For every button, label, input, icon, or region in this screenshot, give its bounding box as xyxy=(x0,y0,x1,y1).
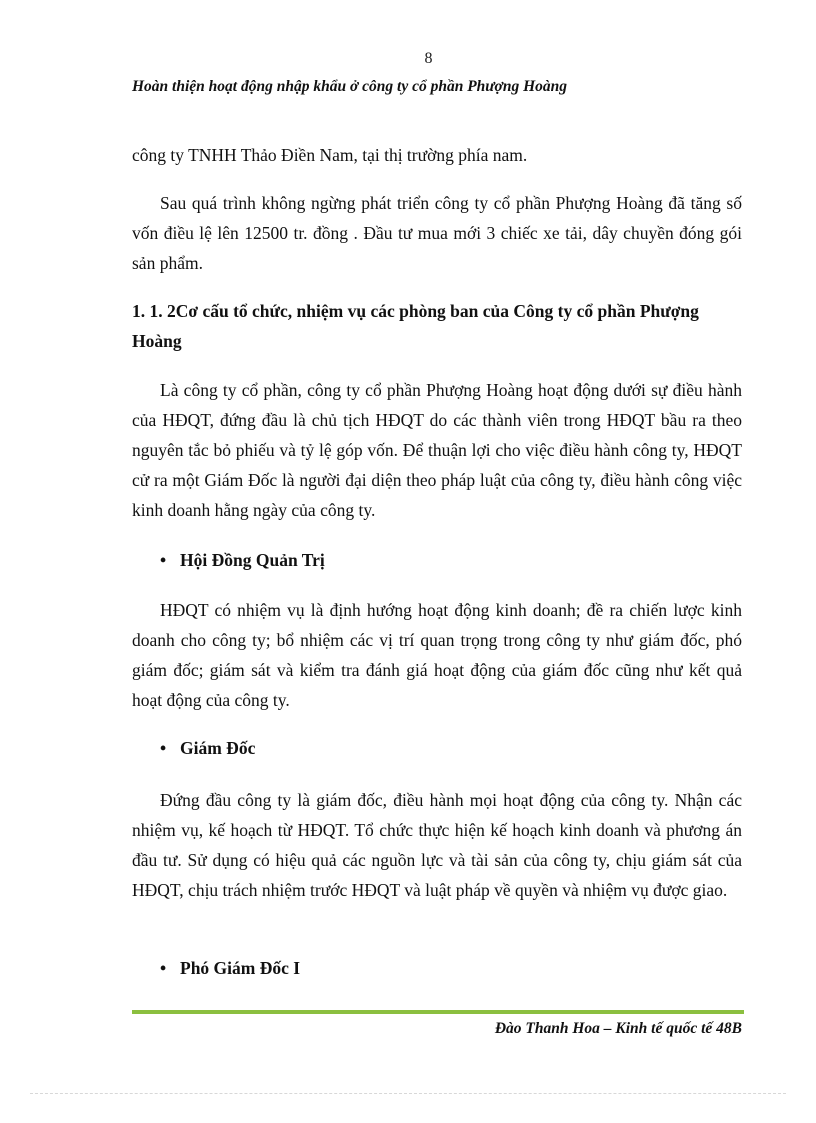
paragraph-company-structure: Là công ty cổ phần, công ty cổ phần Phượng Hoàng hoạt động dưới sự điều hành của HĐQT, đứng đầu là chủ tịch HĐQT do các thành viên trong HĐQT bầu ra theo nguyên tắc bỏ phiếu và tỷ lệ góp vốn. Để thuận lợi cho việc điều hành công ty, HĐQT cử ra một Giám Đốc là người đại diện theo pháp luật của công ty, điều hành công việc kinh doanh hằng ngày của công ty. xyxy=(132,380,742,520)
running-header: Hoàn thiện hoạt động nhập khẩu ở công ty cổ phần Phượng Hoàng xyxy=(132,78,568,95)
bullet-board-of-directors xyxy=(160,545,325,575)
paragraph-board-duties: HĐQT có nhiệm vụ là định hướng hoạt động kinh doanh; đề ra chiến lược kinh doanh cho công ty; bổ nhiệm các vị trí quan trọng trong công ty như giám đốc, phó giám đốc; giám sát và kiểm tra đánh giá hoạt động của giám đốc cũng như kết quả hoạt động của công ty. xyxy=(132,600,742,710)
paragraph-capital-growth: Sau quá trình không ngừng phát triển công ty cổ phần Phượng Hoàng đã tăng số vốn điều lệ lên 12500 tr. đồng . Đầu tư mua mới 3 chiếc xe tải, dây chuyền đóng gói sản phẩm. xyxy=(132,193,742,273)
bullet-director xyxy=(160,733,255,763)
footer-author: Đào Thanh Hoa – Kinh tế quốc tế 48B xyxy=(494,1020,742,1037)
bullet-icon: • xyxy=(160,550,167,570)
bullet-deputy-director xyxy=(160,953,300,983)
paragraph-continuation: công ty TNHH Thảo Điền Nam, tại thị trường phía nam. xyxy=(132,145,528,165)
page-bottom-edge xyxy=(30,1093,786,1094)
bullet-label: Phó Giám Đốc I xyxy=(180,958,301,978)
bullet-icon: • xyxy=(160,738,167,758)
section-heading: 1. 1. 2Cơ cấu tổ chức, nhiệm vụ các phòng ban của Công ty cổ phần Phượng Hoàng xyxy=(132,301,699,351)
paragraph-director-duties: Đứng đầu công ty là giám đốc, điều hành mọi hoạt động của công ty. Nhận các nhiệm vụ, kế hoạch từ HĐQT. Tổ chức thực hiện kế hoạch kinh doanh và phương án đầu tư. Sử dụng có hiệu quả các nguồn lực và tài sản của công ty, chịu giám sát của HĐQT, chịu trách nhiệm trước HĐQT và luật pháp về quyền và nhiệm vụ được giao. xyxy=(132,790,742,900)
page-number: 8 xyxy=(424,50,433,67)
bullet-label: Hội Đồng Quản Trị xyxy=(180,550,325,570)
bullet-icon: • xyxy=(160,958,167,978)
footer-divider xyxy=(132,1010,744,1014)
bullet-label: Giám Đốc xyxy=(180,738,256,758)
